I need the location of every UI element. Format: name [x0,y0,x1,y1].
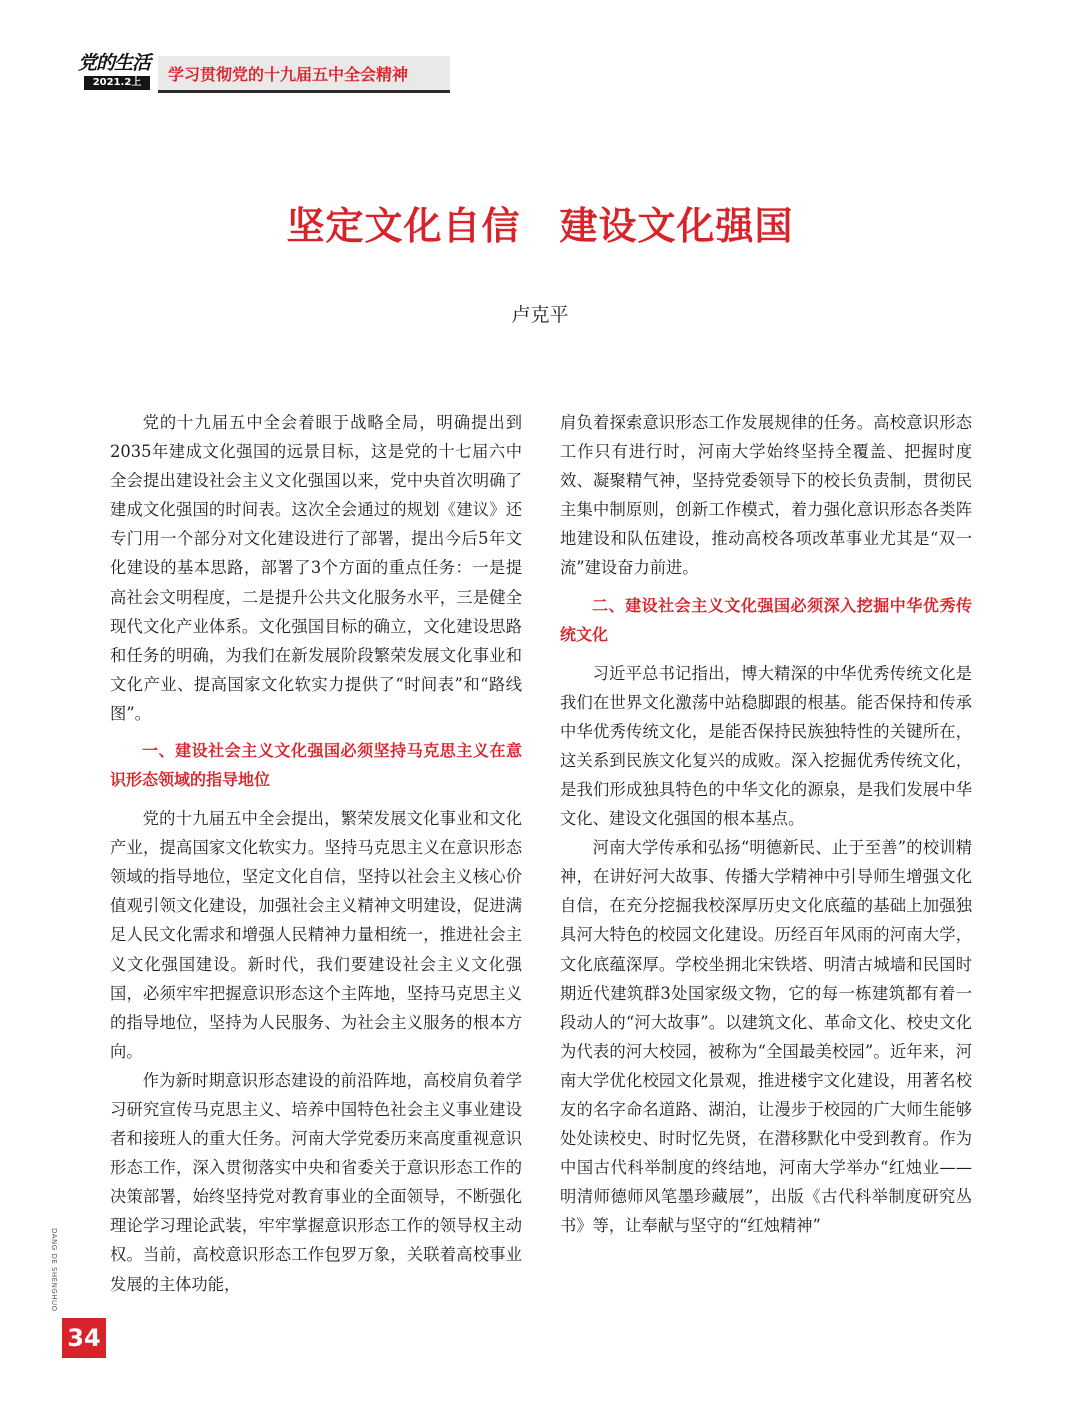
article-title: 坚定文化自信 建设文化强国 [286,204,794,248]
page-number: 34 [62,1318,106,1358]
paragraph: 肩负着探索意识形态工作发展规律的任务。高校意识形态工作只有进行时，河南大学始终坚持全覆盖、把握时度效、凝聚精气神，坚持党委领导下的校长负责制，贯彻民主集中制原则，创新工作模式，着力强化意识形态各类阵地建设和队伍建设，推动高校各项改革事业尤其是“双一流”建设奋力前进。 [560,413,972,578]
paragraph: 党的十九届五中全会提出，繁荣发展文化事业和文化产业，提高国家文化软实力。坚持马克思主义在意识形态领域的指导地位，坚定文化自信，坚持以社会主义核心价值观引领文化建设，加强社会主义精神文明建设，促进满足人民文化需求和增强人民精神力量相统一，推进社会主义文化强国建设。新时代，我们要建设社会主义文化强国，必须牢牢把握意识形态这个主阵地，坚持马克思主义的指导地位，坚持为人民服务、为社会主义服务的根本方向。 [110,809,522,1061]
magazine-header [78,44,450,92]
section-title: 学习贯彻党的十九届五中全会精神 [168,65,409,84]
side-caption: DANG DE SHENGHUO [50,1228,58,1312]
section-banner [158,56,450,93]
left-column [110,408,522,1299]
section-heading: 一、建设社会主义文化强国必须坚持马克思主义在意识形态领域的指导地位 [110,741,522,790]
section-heading: 二、建设社会主义文化强国必须深入挖掘中华优秀传统文化 [560,595,972,644]
magazine-logo: 党的生活 [78,52,151,74]
issue-badge: 2021.2上 [84,76,150,90]
paragraph: 党的十九届五中全会着眼于战略全局，明确提出到2035年建成文化强国的远景目标，这是党的十七届六中全会提出建设社会主义文化强国以来，党中央首次明确了建成文化强国的时间表。这次全会通过的规划《建议》还专门用一个部分对文化建设进行了部署，提出今后5年文化建设的基本思路，部署了3个方面的重点任务：一是提高社会文明程度，二是提升公共文化服务水平，三是健全现代文化产业体系。文化强国目标的确立，文化建设思路和任务的明确，为我们在新发展阶段繁荣发展文化事业和文化产业、提高国家文化软实力提供了“时间表”和“路线图”。 [110,413,522,723]
article-author: 卢克平 [511,304,569,326]
paragraph: 作为新时期意识形态建设的前沿阵地，高校肩负着学习研究宣传马克思主义、培养中国特色社会主义事业建设者和接班人的重大任务。河南大学党委历来高度重视意识形态工作，深入贯彻落实中央和省委关于意识形态工作的决策部署，始终坚持党对教育事业的全面领导，不断强化理论学习理论武装，牢牢掌握意识形态工作的领导权主动权。当前，高校意识形态工作包罗万象，关联着高校事业发展的主体功能， [110,1070,522,1294]
paragraph: 习近平总书记指出，博大精深的中华优秀传统文化是我们在世界文化激荡中站稳脚跟的根基。能否保持和传承中华优秀传统文化，是能否保持民族独特性的关键所在，这关系到民族文化复兴的成败。深入挖掘优秀传统文化，是我们形成独具特色的中华文化的源泉，是我们发展中华文化、建设文化强国的根本基点。 [560,663,972,829]
right-column [560,408,972,1240]
paragraph: 河南大学传承和弘扬“明德新民、止于至善”的校训精神，在讲好河大故事、传播大学精神中引导师生增强文化自信，在充分挖掘我校深厚历史文化底蕴的基础上加强独具河大特色的校园文化建设。历经百年风雨的河南大学，文化底蕴深厚。学校坐拥北宋铁塔、明清古城墙和民国时期近代建筑群3处国家级文物，它的每一栋建筑都有着一段动人的“河大故事”。以建筑文化、革命文化、校史文化为代表的河大校园，被称为“全国最美校园”。近年来，河南大学优化校园文化景观，推进楼宇文化建设，用著名校友的名字命名道路、湖泊，让漫步于校园的广大师生能够处处读校史、时时忆先贤，在潜移默化中受到教育。作为中国古代科举制度的终结地，河南大学举办“红烛业——明清师德师风笔墨珍藏展”，出版《古代科举制度研究丛书》等，让奉献与坚守的“红烛精神” [560,838,972,1236]
